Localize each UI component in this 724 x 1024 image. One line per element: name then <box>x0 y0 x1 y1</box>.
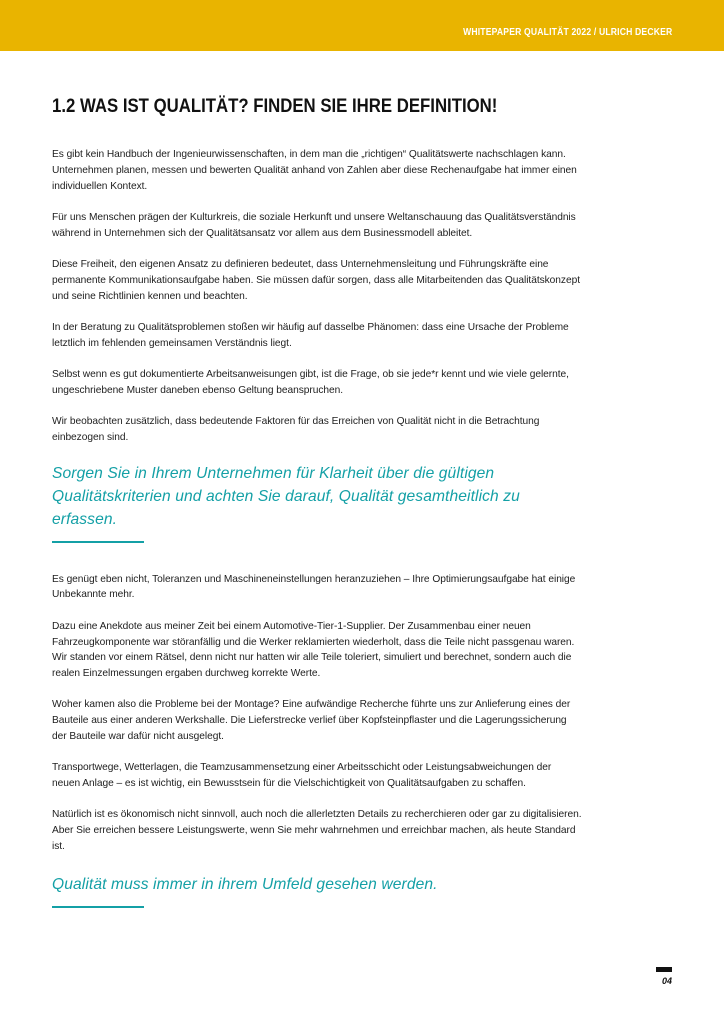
header-title: WHITEPAPER QUALITÄT 2022 / ULRICH DECKER <box>462 27 672 38</box>
page-number: 04 <box>661 976 672 986</box>
paragraph: Es genügt eben nicht, Toleranzen und Maschineneinstellungen heranzuziehen – Ihre Optimierungsaufgabe hat einige Unbekannte mehr. <box>52 573 576 601</box>
content-section-2 <box>52 572 582 855</box>
section-heading: 1.2 WAS IST QUALITÄT? FINDEN SIE IHRE DEFINITION! <box>52 95 498 117</box>
header-bar <box>0 0 724 51</box>
paragraph: In der Beratung zu Qualitätsproblemen stoßen wir häufig auf dasselbe Phänomen: dass eine Ursache der Probleme letztlich im fehlenden gemeinsamen Verständnis liegt. <box>52 321 569 349</box>
quote-divider <box>52 541 144 543</box>
pull-quote: Sorgen Sie in Ihrem Unternehmen für Klarheit über die gültigen Qualitätskriterien und achten Sie darauf, Qualität gesamtheitlich zu erfassen. <box>52 464 520 528</box>
quote-divider <box>52 906 144 908</box>
paragraph: Dazu eine Anekdote aus meiner Zeit bei einem Automotive-Tier-1-Supplier. Der Zusammenbau einer neuen Fahrzeugkomponente war störanfällig und die Werker reklamierten wiederholt, dass die Teile nicht passgenau waren. Wir standen vor einem Rätsel, denn nicht nur hatten wir alle Teile toleriert, simuliert und berechnet, sondern auch die realen Einzelmessungen ergaben durchweg korrekte Werte. <box>52 620 575 680</box>
paragraph: Natürlich ist es ökonomisch nicht sinnvoll, auch noch die allerletzten Details zu recherchieren oder gar zu digitalisieren. Aber Sie erreichen bessere Leistungswerte, wenn Sie mehr wahrnehmen und erreichbar machen, als heute Standard ist. <box>52 809 582 853</box>
paragraph: Transportwege, Wetterlagen, die Teamzusammensetzung einer Arbeitsschicht oder Leistungsabweichungen der neuen Anlage – es ist wichtig, ein Bewusstsein für die Vielschichtigkeit von Qualitätsaufgaben zu schaffen. <box>52 762 552 790</box>
paragraph: Es gibt kein Handbuch der Ingenieurwissenschaften, in dem man die „richtigen“ Qualitätswerte nachschlagen kann. Unternehmen planen, messen und bewerten Qualität anhand von Zahlen aber diese Rechenaufgabe hat immer einen individuellen Kontext. <box>52 149 577 192</box>
paragraph: Diese Freiheit, den eigenen Ansatz zu definieren bedeutet, dass Unternehmensleitung und Führungskräfte eine permanente Kommunikationsaufgabe haben. Sie müssen dafür sorgen, dass alle Mitarbeitenden das Qualitätskonzept und seine Richtlinien kennen und beachten. <box>52 258 580 302</box>
content-body <box>52 147 582 908</box>
paragraph: Woher kamen also die Probleme bei der Montage? Eine aufwändige Recherche führte uns zur Anlieferung eines der Bauteile aus einer anderen Werkshalle. Die Lieferstrecke verlief über Kopfsteinpflaster und die Lagerungssicherung der Bauteile war dafür nicht ausgelegt. <box>52 699 571 743</box>
page-marker <box>656 967 672 972</box>
paragraph: Für uns Menschen prägen der Kulturkreis, die soziale Herkunft und unsere Weltanschauung das Qualitätsverständnis während in Unternehmen sich der Qualitätsansatz vor allem aus dem Businessmodell ableitet. <box>52 211 576 239</box>
paragraph: Wir beobachten zusätzlich, dass bedeutende Faktoren für das Erreichen von Qualität nicht in die Betrachtung einbezogen sind. <box>52 416 540 443</box>
paragraph: Selbst wenn es gut dokumentierte Arbeitsanweisungen gibt, ist die Frage, ob sie jede*r kennt und wie viele gelernte, ungeschriebene Muster daneben ebenso Geltung beanspruchen. <box>52 368 569 396</box>
pull-quote: Qualität muss immer in ihrem Umfeld gesehen werden. <box>52 875 438 893</box>
